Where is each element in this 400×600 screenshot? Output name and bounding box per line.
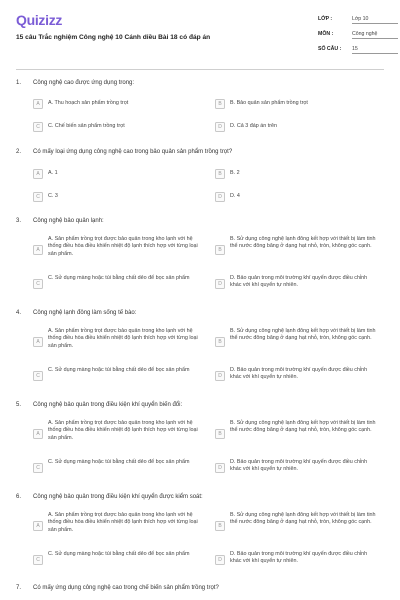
question-number: 2. bbox=[16, 149, 22, 155]
option-letter-box: A bbox=[33, 99, 43, 109]
question-text: Có mấy loại ứng dụng công nghệ cao trong bảo quản sản phẩm trồng trọt? bbox=[33, 149, 233, 155]
option-letter-box: D bbox=[215, 122, 225, 132]
option-text: D. Cả 3 đáp án trên bbox=[230, 123, 278, 129]
option-letter-box: C bbox=[33, 463, 43, 473]
option-text: C. Sử dụng màng hoặc túi bằng chất dẻo để bọc sản phẩm bbox=[48, 367, 190, 373]
option-letter-box: A bbox=[33, 169, 43, 179]
option-text: B. Sử dụng công nghệ lạnh đông kết hợp với thiết bị làm tinh thể nước đông băng ở dạng hạt nhỏ, tròn, không góc cạnh. bbox=[230, 420, 376, 434]
option-letter-box: A bbox=[33, 245, 43, 255]
worksheet-title: 15 câu Trắc nghiệm Công nghệ 10 Cánh diều Bài 18 có đáp án bbox=[16, 34, 211, 41]
question-text: Công nghệ bảo quản trong điều kiện khí quyển biến đổi: bbox=[33, 402, 183, 408]
option-text: C. Sử dụng màng hoặc túi bằng chất dẻo để bọc sản phẩm bbox=[48, 459, 190, 465]
option-letter-box: D bbox=[215, 555, 225, 565]
option-text: B. 2 bbox=[230, 170, 240, 176]
question-text: Công nghệ bảo quản lạnh: bbox=[33, 218, 104, 224]
info-subject-label: MÔN : bbox=[318, 31, 334, 37]
option-letter-box: A bbox=[33, 337, 43, 347]
option-letter-box: C bbox=[33, 122, 43, 132]
question-text: Có mấy ứng dụng công nghệ cao trong chế biến sản phẩm trồng trọt? bbox=[33, 585, 219, 591]
question-number: 1. bbox=[16, 80, 22, 86]
option-text: D. Bảo quản trong môi trường khí quyển được điều chỉnh khác với khí quyển tự nhiên. bbox=[230, 459, 368, 473]
question-number: 7. bbox=[16, 585, 22, 591]
option-letter-box: B bbox=[215, 245, 225, 255]
option-letter-box: A bbox=[33, 429, 43, 439]
option-text: C. Chế biến sản phẩm trồng trọt bbox=[48, 123, 125, 129]
option-text: C. 3 bbox=[48, 193, 58, 199]
option-text: D. Bảo quản trong môi trường khí quyển được điều chỉnh khác với khí quyển tự nhiên. bbox=[230, 551, 368, 565]
info-grade-value: Lớp 10 bbox=[352, 16, 398, 24]
option-letter-box: B bbox=[215, 337, 225, 347]
option-letter-box: C bbox=[33, 555, 43, 565]
option-text: B. Sử dụng công nghệ lạnh đông kết hợp với thiết bị làm tinh thể nước đông băng ở dạng hạt nhỏ, tròn, không góc cạnh. bbox=[230, 328, 376, 342]
option-text: D. Bảo quản trong môi trường khí quyển được điều chỉnh khác với khí quyển tự nhiên. bbox=[230, 367, 368, 381]
option-text: A. Sản phẩm trồng trọt được bảo quản trong kho lạnh với hệ thống điều hòa điều khiển nhiệt độ lạnh thích hợp với từng loại sản phẩm. bbox=[48, 512, 198, 533]
question-number: 3. bbox=[16, 218, 22, 224]
info-count-value: 15 bbox=[352, 46, 398, 54]
option-letter-box: C bbox=[33, 371, 43, 381]
question-number: 4. bbox=[16, 310, 22, 316]
quizizz-logo: Quizizz bbox=[16, 12, 63, 28]
question-number: 5. bbox=[16, 402, 22, 408]
option-letter-box: D bbox=[215, 279, 225, 289]
question-text: Công nghệ lạnh đông làm sống tế bào: bbox=[33, 310, 137, 316]
info-count-label: SỐ CÂU : bbox=[318, 46, 342, 52]
question-text: Công nghệ bảo quản trong điều kiện khí quyển được kiểm soát: bbox=[33, 494, 203, 500]
option-letter-box: B bbox=[215, 169, 225, 179]
option-letter-box: B bbox=[215, 521, 225, 531]
option-text: A. Sản phẩm trồng trọt được bảo quản trong kho lạnh với hệ thống điều hòa điều khiển nhiệt độ lạnh thích hợp với từng loại sản phẩm. bbox=[48, 236, 198, 257]
option-letter-box: D bbox=[215, 463, 225, 473]
option-text: D. Bảo quản trong môi trường khí quyển được điều chỉnh khác với khí quyển tự nhiên. bbox=[230, 275, 368, 289]
option-text: A. Sản phẩm trồng trọt được bảo quản trong kho lạnh với hệ thống điều hòa điều khiển nhiệt độ lạnh thích hợp với từng loại sản phẩm. bbox=[48, 328, 198, 349]
option-letter-box: D bbox=[215, 192, 225, 202]
option-text: A. Sản phẩm trồng trọt được bảo quản trong kho lạnh với hệ thống điều hòa điều khiển nhiệt độ lạnh thích hợp với từng loại sản phẩm. bbox=[48, 420, 198, 441]
option-letter-box: B bbox=[215, 99, 225, 109]
option-letter-box: C bbox=[33, 192, 43, 202]
info-grade-label: LỚP : bbox=[318, 16, 333, 22]
option-text: A. Thu hoạch sản phẩm trồng trọt bbox=[48, 100, 129, 106]
option-text: C. Sử dụng màng hoặc túi bằng chất dẻo để bọc sản phẩm bbox=[48, 551, 190, 557]
option-letter-box: D bbox=[215, 371, 225, 381]
option-text: C. Sử dụng màng hoặc túi bằng chất dẻo để bọc sản phẩm bbox=[48, 275, 190, 281]
option-letter-box: B bbox=[215, 429, 225, 439]
question-text: Công nghệ cao được ứng dụng trong: bbox=[33, 80, 135, 86]
question-number: 6. bbox=[16, 494, 22, 500]
option-text: D. 4 bbox=[230, 193, 240, 199]
worksheet-header bbox=[0, 0, 400, 68]
option-text: B. Bảo quản sản phẩm trồng trọt bbox=[230, 100, 308, 106]
option-letter-box: A bbox=[33, 521, 43, 531]
info-subject-value: Công nghệ bbox=[352, 31, 398, 39]
option-text: B. Sử dụng công nghệ lạnh đông kết hợp với thiết bị làm tinh thể nước đông băng ở dạng hạt nhỏ, tròn, không góc cạnh. bbox=[230, 236, 376, 250]
option-text: A. 1 bbox=[48, 170, 58, 176]
header-divider bbox=[16, 69, 384, 70]
option-letter-box: C bbox=[33, 279, 43, 289]
option-text: B. Sử dụng công nghệ lạnh đông kết hợp với thiết bị làm tinh thể nước đông băng ở dạng hạt nhỏ, tròn, không góc cạnh. bbox=[230, 512, 376, 526]
